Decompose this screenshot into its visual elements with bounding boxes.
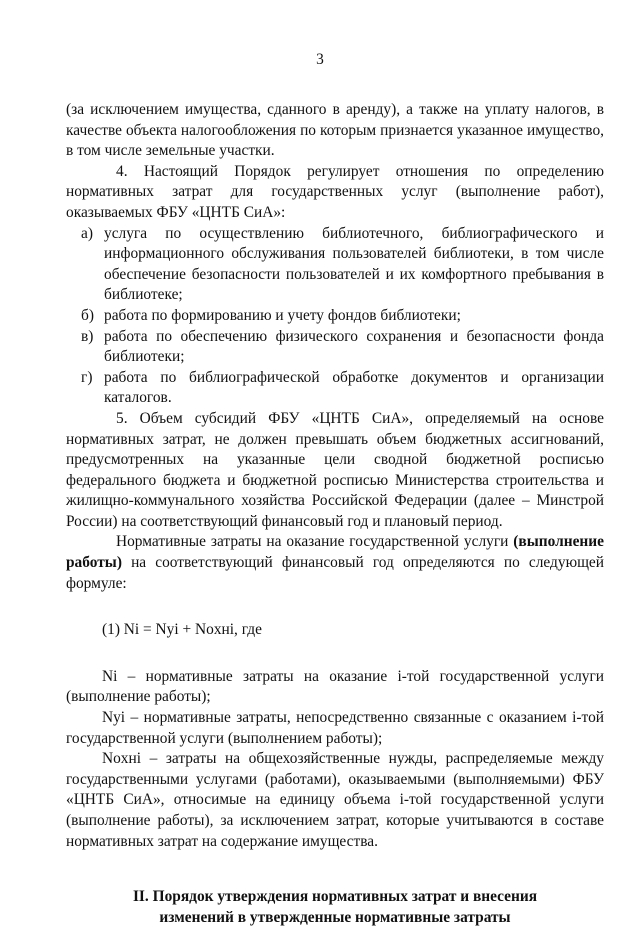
list-marker: б) <box>81 306 94 324</box>
section-title-line: изменений в утвержденные нормативные затраты <box>159 909 511 927</box>
list-marker: г) <box>81 368 93 386</box>
formula: (1) Ni = Nyi + Noxнi, где <box>102 621 262 639</box>
list-item-text: услуга по осуществлению библиотечного, библиографического и информационного обслуживания пользователей библиотеки, в том числе обеспечение безопасности пользователей и их комфортного пребывания в библиотеке; <box>104 224 604 304</box>
list-item-text: работа по обеспечению физического сохранения и безопасности фонда библиотеки; <box>104 327 604 366</box>
paragraph-text: Нормативные затраты на оказание государственной услуги <box>116 533 514 551</box>
list-marker: а) <box>81 224 93 242</box>
list-item-text: работа по библиографической обработке документов и организации каталогов. <box>104 368 604 407</box>
paragraph-5: 5. Объем субсидий ФБУ «ЦНТБ СиА», определяемый на основе нормативных затрат, не должен превышать объем бюджетных ассигнований, предусмотренных на указанные цели сводной бюджетной росписью федерального бюджета и бюджетной росписью Министерства строительства и жилищно-коммунального хозяйства Российской Федерации (далее – Минстрой России) на соответствующий финансовый год и плановый период. <box>66 409 604 530</box>
list-item <box>66 368 604 409</box>
list-marker: в) <box>81 327 94 345</box>
document-body <box>66 100 604 928</box>
definition-nyi: Nyi – нормативные затраты, непосредственно связанные с оказанием i-той государственной услуги (выполнением работы); <box>66 709 604 747</box>
list-item <box>66 306 604 327</box>
section-title <box>66 886 604 928</box>
list-item <box>66 327 604 368</box>
list-item <box>66 224 604 306</box>
paragraph-4: 4. Настоящий Порядок регулирует отношения по определению нормативных затрат для государственных услуг (выполнение работ), оказываемых ФБУ «ЦНТБ СиА»: <box>66 162 604 221</box>
page-number: 3 <box>316 51 324 68</box>
definition-noxni: Noxнi – затраты на общехозяйственные нужды, распределяемые между государственными услугами (работами), оказываемыми (выполняемыми) ФБУ «ЦНТБ СиА», относимые на единицу объема i-той государственной услуги (выполнение работы), за исключением затрат, которые учитываются в составе нормативных затрат на содержание имущества. <box>66 750 604 850</box>
paragraph-normative-costs <box>66 532 604 594</box>
paragraph-text: на соответствующий финансовый год определяются по следующей формуле: <box>66 554 604 592</box>
definition-ni: Ni – нормативные затраты на оказание i-той государственной услуги (выполнение работы); <box>66 667 604 706</box>
paragraph-continuation: (за исключением имущества, сданного в аренду), а также на уплату налогов, в качестве объекта налогообложения по которым признается указанное имущество, в том числе земельные участки. <box>66 101 604 160</box>
services-list <box>66 224 604 409</box>
list-item-text: работа по формированию и учету фондов библиотеки; <box>104 306 461 324</box>
section-title-line: II. Порядок утверждения нормативных затрат и внесения <box>132 888 538 906</box>
paragraph-bold-text: (выполнение работы) <box>66 533 604 572</box>
